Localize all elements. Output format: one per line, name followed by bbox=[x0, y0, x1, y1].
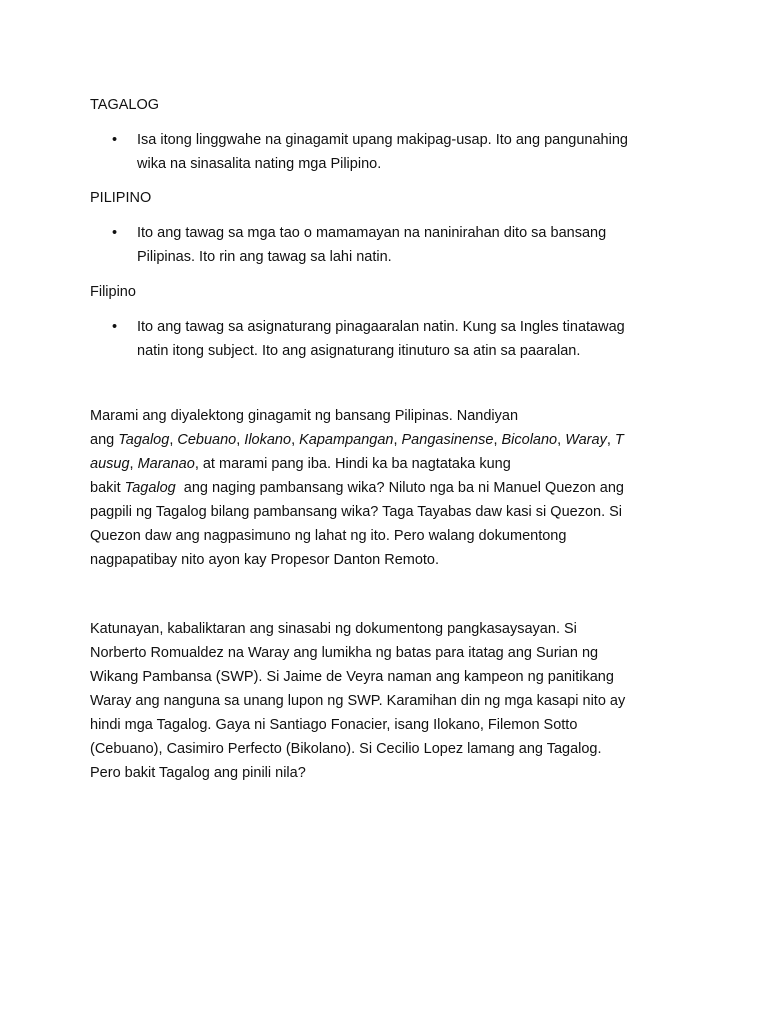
bullet-icon: • bbox=[112, 319, 118, 335]
bullet-text-line: wika na sinasalita nating mga Pilipino. bbox=[137, 156, 382, 172]
bullet-item-pilipino bbox=[112, 221, 692, 269]
paragraph-line: pagpili ng Tagalog bilang pambansang wika? Taga Tayabas daw kasi si Quezon. Si bbox=[90, 504, 623, 520]
dialect-kapampangan: Kapampangan bbox=[299, 432, 394, 448]
paragraph-line: Waray ang nanguna sa unang lupon ng SWP. Karamihan din ng mga kasapi nito ay bbox=[90, 693, 626, 709]
bullet-text-line: natin itong subject. Ito ang asignaturang itinuturo sa atin sa paaralan. bbox=[137, 343, 581, 359]
dialect-waray: Waray bbox=[565, 432, 607, 448]
dialect-maranao: Maranao bbox=[137, 456, 195, 472]
paragraph-line: nagpapatibay nito ayon kay Propesor Danton Remoto. bbox=[90, 552, 440, 568]
paragraph-line: ausug, Maranao, at marami pang iba. Hindi ka ba nagtataka kung bbox=[90, 456, 511, 472]
dialect-pangasinense: Pangasinense bbox=[401, 432, 494, 448]
bullet-text-line: Isa itong linggwahe na ginagamit upang makipag-usap. Ito ang pangunahing bbox=[137, 132, 628, 148]
dialect-tausug-part1: T bbox=[614, 432, 624, 448]
bullet-item-filipino bbox=[112, 315, 692, 363]
bullet-text-line: Ito ang tawag sa asignaturang pinagaaralan natin. Kung sa Ingles tinatawag bbox=[137, 319, 625, 335]
bullet-text-line: Pilipinas. Ito rin ang tawag sa lahi natin. bbox=[137, 249, 392, 265]
paragraph-katunayan bbox=[90, 617, 690, 785]
bullet-text-line: Ito ang tawag sa mga tao o mamamayan na naninirahan dito sa bansang bbox=[137, 225, 607, 241]
paragraph-line: Wikang Pambansa (SWP). Si Jaime de Veyra naman ang kampeon ng panitikang bbox=[90, 669, 614, 685]
paragraph-line: hindi mga Tagalog. Gaya ni Santiago Fonacier, isang Ilokano, Filemon Sotto bbox=[90, 717, 578, 733]
heading-pilipino: PILIPINO bbox=[90, 190, 152, 206]
dialect-tausug-part2: ausug bbox=[90, 456, 130, 472]
paragraph-line: Pero bakit Tagalog ang pinili nila? bbox=[90, 765, 306, 781]
paragraph-line: bakit Tagalog ang naging pambansang wika? Niluto nga ba ni Manuel Quezon ang bbox=[90, 480, 624, 496]
paragraph-line: ang Tagalog, Cebuano, Ilokano, Kapampangan, Pangasinense, Bicolano, Waray, T bbox=[90, 432, 624, 448]
bullet-icon: • bbox=[112, 225, 118, 241]
bullet-icon: • bbox=[112, 132, 118, 148]
dialect-tagalog: Tagalog bbox=[124, 480, 176, 496]
paragraph-diyalekto bbox=[90, 404, 690, 572]
paragraph-line: Marami ang diyalektong ginagamit ng bansang Pilipinas. Nandiyan bbox=[90, 408, 519, 424]
paragraph-line: Quezon daw ang nagpasimuno ng lahat ng ito. Pero walang dokumentong bbox=[90, 528, 567, 544]
paragraph-line: (Cebuano), Casimiro Perfecto (Bikolano). Si Cecilio Lopez lamang ang Tagalog. bbox=[90, 741, 602, 757]
dialect-bicolano: Bicolano bbox=[501, 432, 558, 448]
dialect-ilokano: Ilokano bbox=[244, 432, 292, 448]
heading-tagalog: TAGALOG bbox=[90, 97, 160, 113]
paragraph-line: Norberto Romualdez na Waray ang lumikha ng batas para itatag ang Surian ng bbox=[90, 645, 599, 661]
paragraph-line: Katunayan, kabaliktaran ang sinasabi ng dokumentong pangkasaysayan. Si bbox=[90, 621, 577, 637]
dialect-tagalog: Tagalog bbox=[118, 432, 170, 448]
heading-filipino: Filipino bbox=[90, 284, 136, 300]
bullet-item-tagalog bbox=[112, 128, 692, 176]
dialect-cebuano: Cebuano bbox=[177, 432, 237, 448]
